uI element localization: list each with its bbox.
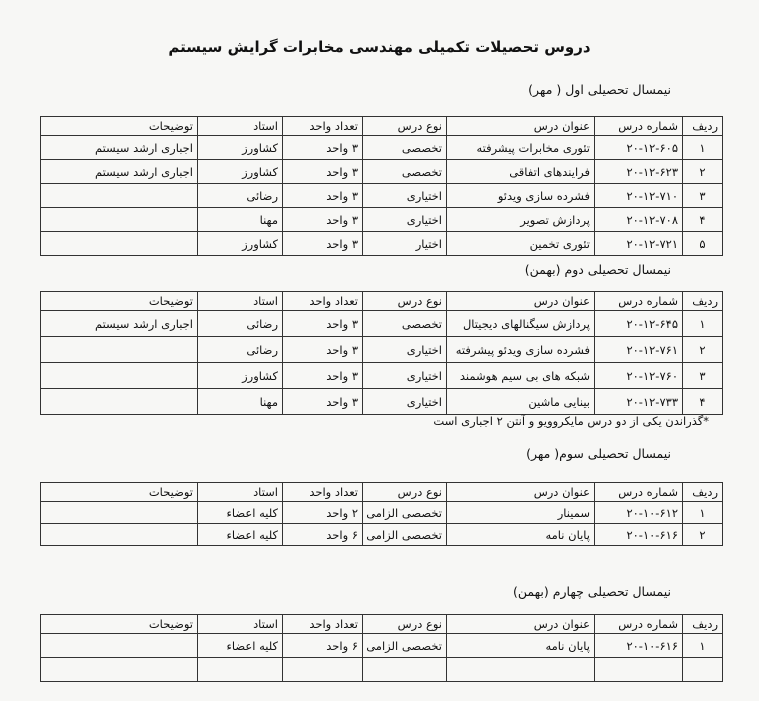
page-title: دروس تحصیلات تکمیلی مهندسی مخابرات گرایش سیستم (168, 38, 591, 56)
cell-notes: اجباری ارشد سیستم (41, 160, 198, 184)
header-radif: ردیف (683, 483, 723, 502)
cell-units: ۳ واحد (283, 311, 363, 337)
table-row (41, 363, 723, 389)
table-row (41, 389, 723, 415)
header-instructor: استاد (198, 615, 283, 634)
cell-course-title: پردازش تصویر (447, 208, 595, 232)
table-row (41, 524, 723, 546)
cell-units: ۳ واحد (283, 337, 363, 363)
header-radif: ردیف (683, 615, 723, 634)
cell-radif: ۲ (683, 524, 723, 546)
cell-notes (41, 208, 198, 232)
semester-2-table (40, 291, 723, 415)
cell-instructor: کشاورز (198, 160, 283, 184)
cell-course-title: سمینار (447, 502, 595, 524)
header-course-number: شماره درس (595, 615, 683, 634)
semester-1-table (40, 116, 723, 256)
cell-course-number: ۲۰-۱۰-۶۱۶ (595, 524, 683, 546)
semester-1-title: نیمسال تحصیلی اول ( مهر) (528, 82, 671, 97)
cell-units: ۳ واحد (283, 363, 363, 389)
cell-course-title: پردازش سیگنالهای دیجیتال (447, 311, 595, 337)
cell-course-number: ۲۰-۱۲-۷۶۰ (595, 363, 683, 389)
cell-units: ۳ واحد (283, 184, 363, 208)
cell-course-title: پایان نامه (447, 634, 595, 658)
cell-instructor: مهنا (198, 389, 283, 415)
cell-course-type: اختیاری (363, 184, 447, 208)
cell-course-type: تخصصی الزامی (363, 634, 447, 658)
cell-instructor: کشاورز (198, 363, 283, 389)
cell-units: ۳ واحد (283, 208, 363, 232)
cell-course-number: ۲۰-۱۲-۷۶۱ (595, 337, 683, 363)
table-row (41, 184, 723, 208)
table-row (41, 232, 723, 256)
cell-course-number: ۲۰-۱۲-۷۰۸ (595, 208, 683, 232)
header-course-number: شماره درس (595, 483, 683, 502)
semester-4-table (40, 614, 723, 682)
header-units: تعداد واحد (283, 483, 363, 502)
cell-radif: ۲ (683, 160, 723, 184)
cell-notes (41, 502, 198, 524)
table-row (41, 634, 723, 658)
header-course-title: عنوان درس (447, 292, 595, 311)
footnote: *گذراندن یکی از دو درس مایکروویو و آنتن ۲ اجباری است (433, 414, 709, 428)
cell-radif: ۳ (683, 184, 723, 208)
semester-2-title: نیمسال تحصیلی دوم (بهمن) (524, 262, 671, 277)
table-row (41, 502, 723, 524)
cell-instructor: رضائی (198, 337, 283, 363)
cell-course-type: اختیار (363, 232, 447, 256)
cell-course-type: تخصصی الزامی (363, 524, 447, 546)
cell-instructor: کشاورز (198, 232, 283, 256)
cell-radif: ۱ (683, 634, 723, 658)
cell-instructor: مهنا (198, 208, 283, 232)
cell-radif: ۵ (683, 232, 723, 256)
header-radif: ردیف (683, 117, 723, 136)
cell-course-type: اختیاری (363, 389, 447, 415)
header-instructor: استاد (198, 292, 283, 311)
table-row (41, 136, 723, 160)
cell-units: ۲ واحد (283, 502, 363, 524)
cell-units: ۳ واحد (283, 160, 363, 184)
cell-notes (41, 184, 198, 208)
cell-course-number: ۲۰-۱۲-۶۲۳ (595, 160, 683, 184)
cell-notes (41, 337, 198, 363)
cell-course-number: ۲۰-۱۲-۶۰۵ (595, 136, 683, 160)
cell-course-title: تئوری تخمین (447, 232, 595, 256)
cell-units: ۶ واحد (283, 634, 363, 658)
cell-radif: ۳ (683, 363, 723, 389)
cell-instructor: کلیه اعضاء (198, 502, 283, 524)
cell-radif: ۱ (683, 136, 723, 160)
cell-radif: ۴ (683, 389, 723, 415)
header-course-number: شماره درس (595, 292, 683, 311)
header-course-number: شماره درس (595, 117, 683, 136)
header-instructor: استاد (198, 117, 283, 136)
cell-course-title: بینایی ماشین (447, 389, 595, 415)
cell-radif: ۲ (683, 337, 723, 363)
cell-units: ۳ واحد (283, 389, 363, 415)
cell-course-number: ۲۰-۱۲-۷۳۳ (595, 389, 683, 415)
cell-course-type: اختیاری (363, 363, 447, 389)
cell-course-title: پایان نامه (447, 524, 595, 546)
header-notes: توضیحات (41, 117, 198, 136)
cell-instructor: کشاورز (198, 136, 283, 160)
cell-course-number: ۲۰-۱۲-۶۴۵ (595, 311, 683, 337)
cell-radif: ۱ (683, 502, 723, 524)
cell-course-type: تخصصی الزامی (363, 502, 447, 524)
table-row (41, 208, 723, 232)
header-notes: توضیحات (41, 483, 198, 502)
cell-units: ۶ واحد (283, 524, 363, 546)
cell-course-number: ۲۰-۱۰-۶۱۶ (595, 634, 683, 658)
header-course-title: عنوان درس (447, 117, 595, 136)
header-units: تعداد واحد (283, 117, 363, 136)
cell-course-title: شبکه های بی سیم هوشمند (447, 363, 595, 389)
cell-notes (41, 634, 198, 658)
header-units: تعداد واحد (283, 292, 363, 311)
header-notes: توضیحات (41, 615, 198, 634)
cell-notes: اجباری ارشد سیستم (41, 136, 198, 160)
header-course-title: عنوان درس (447, 615, 595, 634)
table-header-row (41, 117, 723, 136)
semester-4-title: نیمسال تحصیلی چهارم (بهمن) (513, 584, 671, 599)
table-header-row (41, 292, 723, 311)
table-row (41, 160, 723, 184)
header-course-type: نوع درس (363, 615, 447, 634)
cell-course-number: ۲۰-۱۲-۷۲۱ (595, 232, 683, 256)
header-units: تعداد واحد (283, 615, 363, 634)
header-course-type: نوع درس (363, 117, 447, 136)
cell-radif: ۱ (683, 311, 723, 337)
semester-3-table (40, 482, 723, 546)
cell-notes: اجباری ارشد سیستم (41, 311, 198, 337)
table-row (41, 337, 723, 363)
header-course-type: نوع درس (363, 292, 447, 311)
table-header-row (41, 615, 723, 634)
cell-units: ۳ واحد (283, 232, 363, 256)
header-course-title: عنوان درس (447, 483, 595, 502)
cell-course-type: اختیاری (363, 208, 447, 232)
header-radif: ردیف (683, 292, 723, 311)
cell-notes (41, 524, 198, 546)
cell-course-title: فشرده سازی ویدئو پیشرفته (447, 337, 595, 363)
table-row-empty (41, 658, 723, 682)
cell-course-title: فرایندهای اتفاقی (447, 160, 595, 184)
cell-course-type: تخصصی (363, 160, 447, 184)
cell-course-type: تخصصی (363, 311, 447, 337)
table-row (41, 311, 723, 337)
cell-instructor: رضائی (198, 311, 283, 337)
cell-notes (41, 232, 198, 256)
header-course-type: نوع درس (363, 483, 447, 502)
table-header-row (41, 483, 723, 502)
cell-course-number: ۲۰-۱۰-۶۱۲ (595, 502, 683, 524)
header-notes: توضیحات (41, 292, 198, 311)
cell-instructor: رضائی (198, 184, 283, 208)
cell-course-title: فشرده سازی ویدئو (447, 184, 595, 208)
cell-course-number: ۲۰-۱۲-۷۱۰ (595, 184, 683, 208)
cell-course-type: تخصصی (363, 136, 447, 160)
cell-notes (41, 363, 198, 389)
cell-course-title: تئوری مخابرات پیشرفته (447, 136, 595, 160)
semester-3-title: نیمسال تحصیلی سوم( مهر) (526, 446, 671, 461)
cell-course-type: اختیاری (363, 337, 447, 363)
cell-units: ۳ واحد (283, 136, 363, 160)
header-instructor: استاد (198, 483, 283, 502)
cell-instructor: کلیه اعضاء (198, 634, 283, 658)
cell-notes (41, 389, 198, 415)
cell-instructor: کلیه اعضاء (198, 524, 283, 546)
cell-radif: ۴ (683, 208, 723, 232)
